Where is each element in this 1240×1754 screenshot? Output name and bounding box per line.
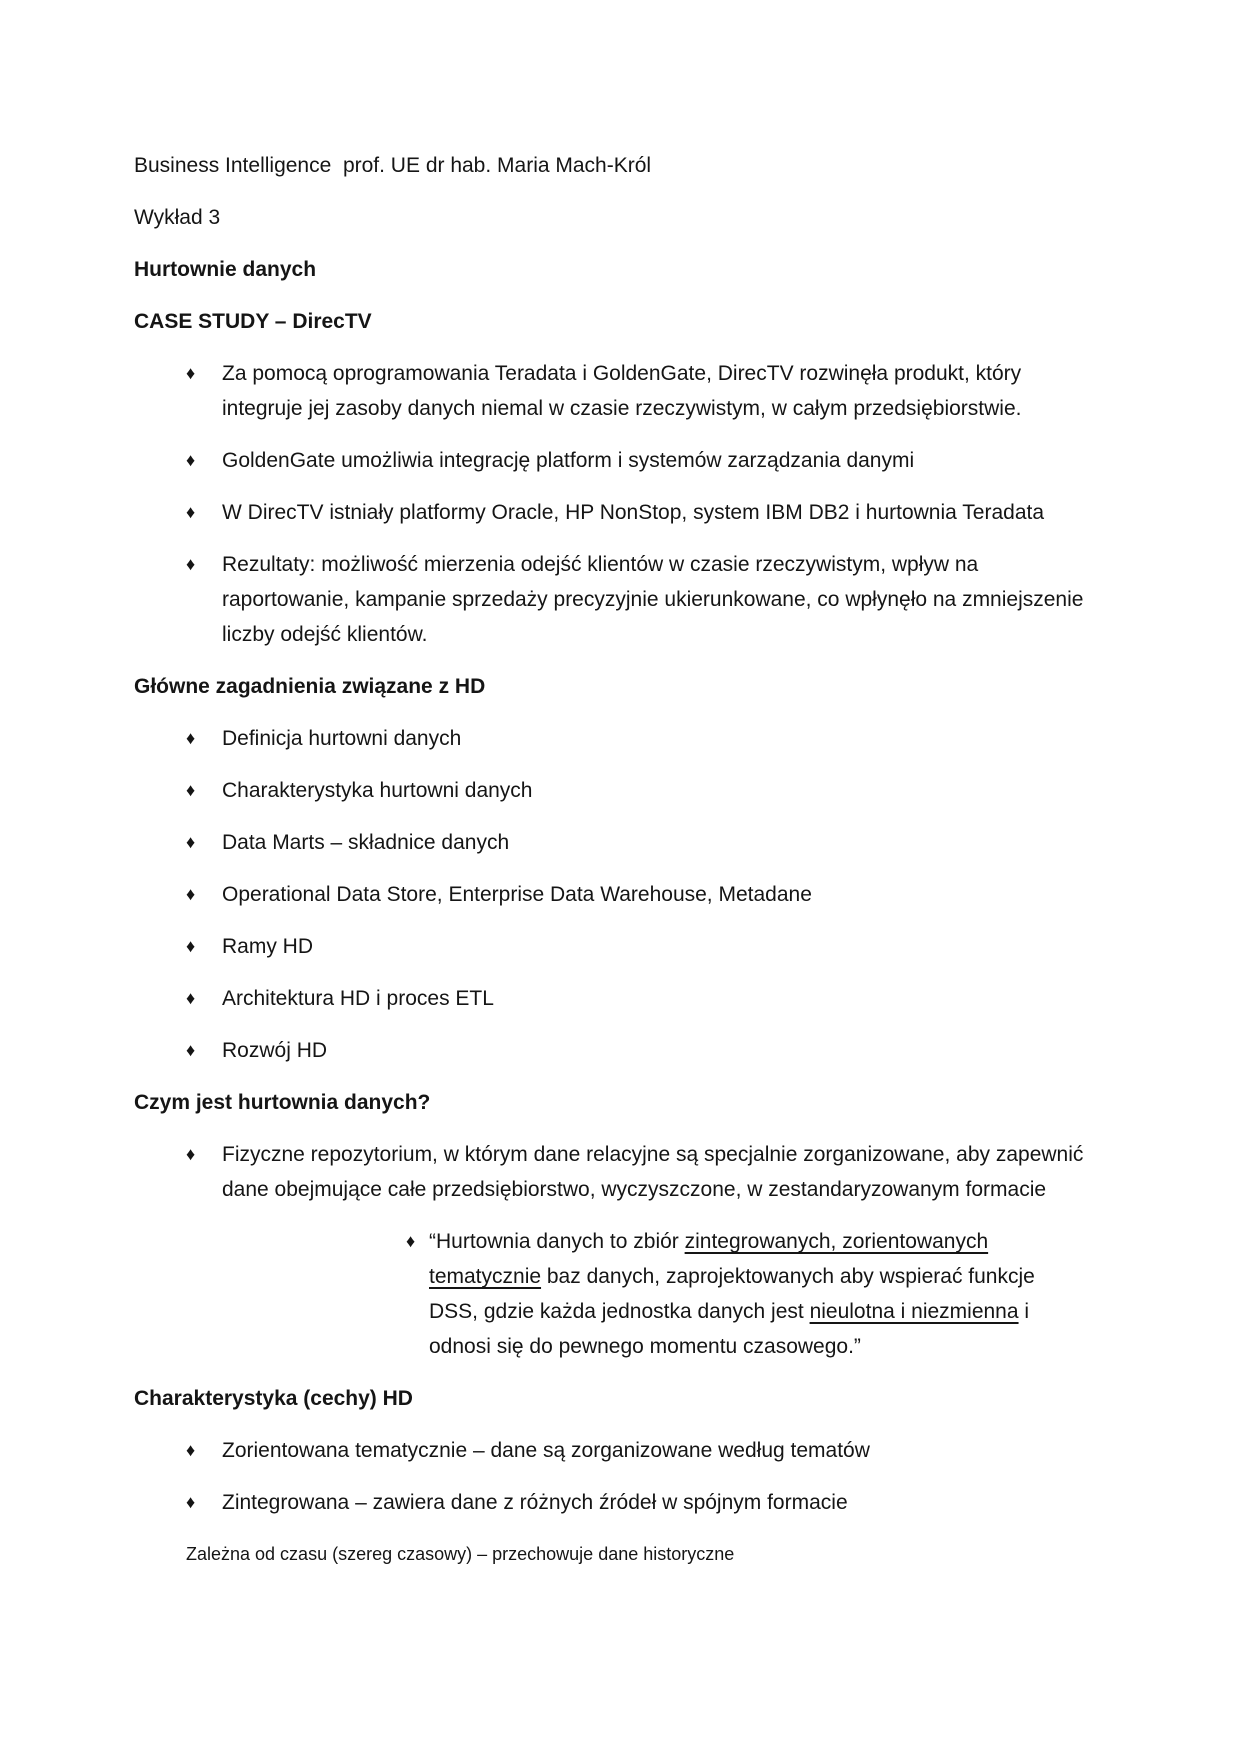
bullet-text-line: Architektura HD i proces ETL xyxy=(222,987,494,1010)
quote-text-line xyxy=(429,1329,1140,1364)
quote-segment: odnosi się do pewnego momentu czasowego.” xyxy=(429,1335,861,1358)
lecture-number-line xyxy=(134,200,1140,235)
quote-text-line xyxy=(429,1224,1140,1259)
bullet-text-line: Definicja hurtowni danych xyxy=(222,727,462,750)
section-heading-text: Charakterystyka (cechy) HD xyxy=(134,1387,413,1410)
diamond-bullet-icon: ♦ xyxy=(186,363,196,383)
diamond-bullet-icon: ♦ xyxy=(186,1440,196,1460)
quote-segment-underlined: tematycznie xyxy=(429,1265,542,1288)
definition-quote xyxy=(134,1224,1140,1364)
topic-heading xyxy=(134,252,1140,287)
quote-segment: “Hurtownia danych to zbiór xyxy=(429,1230,685,1253)
course-title-text: Business Intelligence prof. UE dr hab. Maria Mach-Król xyxy=(134,154,652,177)
bullet-text-line: W DirecTV istniały platformy Oracle, HP NonStop, system IBM DB2 i hurtownia Teradata xyxy=(222,501,1045,524)
section-heading-topics xyxy=(134,669,1140,704)
bullet-item xyxy=(134,1485,1140,1520)
bullet-text-line: dane obejmujące całe przedsiębiorstwo, wyczyszczone, w zestandaryzowanym formacie xyxy=(222,1178,1047,1201)
diamond-bullet-icon: ♦ xyxy=(186,450,196,470)
bullet-item xyxy=(134,1137,1140,1207)
diamond-bullet-icon: ♦ xyxy=(186,502,196,522)
diamond-bullet-icon: ♦ xyxy=(186,884,196,904)
bullet-item xyxy=(134,1433,1140,1468)
bullet-text-line: liczby odejść klientów. xyxy=(222,623,428,646)
bullet-text-line: Operational Data Store, Enterprise Data Warehouse, Metadane xyxy=(222,883,812,906)
bullet-text-line: Rezultaty: możliwość mierzenia odejść klientów w czasie rzeczywistym, wpływ na xyxy=(222,553,979,576)
bullet-item xyxy=(134,443,1140,478)
bullet-item xyxy=(134,877,1140,912)
quote-segment-underlined: nieulotna i niezmienna xyxy=(809,1300,1019,1323)
bullet-item xyxy=(134,356,1140,426)
diamond-bullet-icon: ♦ xyxy=(406,1231,416,1251)
bullet-text-line: Charakterystyka hurtowni danych xyxy=(222,779,533,802)
diamond-bullet-icon: Zależna od czasu (szereg czasowy) – przechowuje dane historyczne xyxy=(186,1544,735,1564)
bullet-item xyxy=(134,547,1140,652)
quote-text-line xyxy=(429,1294,1140,1329)
bullet-item xyxy=(134,495,1140,530)
bullet-item xyxy=(134,721,1140,756)
bullet-text-line: integruje jej zasoby danych niemal w czasie rzeczywistym, w całym przedsiębiorstwie. xyxy=(222,397,1022,420)
quote-segment: DSS, gdzie każda jednostka danych jest xyxy=(429,1300,810,1323)
bullet-item xyxy=(134,773,1140,808)
diamond-bullet-icon: ♦ xyxy=(186,728,196,748)
quote-segment: i xyxy=(1018,1300,1030,1323)
bullet-text-line: GoldenGate umożliwia integrację platform i systemów zarządzania danymi xyxy=(222,449,915,472)
section-heading-characteristics xyxy=(134,1381,1140,1416)
topic-heading-text: Hurtownie danych xyxy=(134,258,317,281)
diamond-bullet-icon: ♦ xyxy=(186,936,196,956)
section-heading-text: Główne zagadnienia związane z HD xyxy=(134,675,486,698)
bullet-item xyxy=(134,929,1140,964)
section-heading-text: CASE STUDY – DirecTV xyxy=(134,310,372,333)
bullet-item xyxy=(134,981,1140,1016)
bullet-text-line: Za pomocą oprogramowania Teradata i GoldenGate, DirecTV rozwinęła produkt, który xyxy=(222,362,1022,385)
section-heading-case-study xyxy=(134,304,1140,339)
bullet-text-line: raportowanie, kampanie sprzedaży precyzyjnie ukierunkowane, co wpłynęło na zmniejszenie xyxy=(222,588,1084,611)
bullet-text-line: Zorientowana tematycznie – dane są zorganizowane według tematów xyxy=(222,1439,870,1462)
bullet-text-line: Data Marts – składnice danych xyxy=(222,831,510,854)
quote-text-line xyxy=(429,1259,1140,1294)
section-heading-definition xyxy=(134,1085,1140,1120)
bullet-text-line: Ramy HD xyxy=(222,935,314,958)
quote-segment: baz danych, zaprojektowanych aby wspierać funkcje xyxy=(541,1265,1035,1288)
diamond-bullet-icon: ♦ xyxy=(186,1144,196,1164)
bullet-item xyxy=(134,825,1140,860)
quote-segment-underlined: zintegrowanych, zorientowanych xyxy=(684,1230,989,1253)
section-heading-text: Czym jest hurtownia danych? xyxy=(134,1091,431,1114)
diamond-bullet-icon: ♦ xyxy=(186,780,196,800)
diamond-bullet-icon: ♦ xyxy=(186,832,196,852)
diamond-bullet-icon: ♦ xyxy=(186,1492,196,1512)
bullet-text-line: Fizyczne repozytorium, w którym dane relacyjne są specjalnie zorganizowane, aby zapewnić xyxy=(222,1143,1084,1166)
diamond-bullet-icon: ♦ xyxy=(186,554,196,574)
bullet-text-line: Zintegrowana – zawiera dane z różnych źródeł w spójnym formacie xyxy=(222,1491,848,1514)
bullet-item xyxy=(134,1033,1140,1068)
lecture-number-text: Wykład 3 xyxy=(134,206,221,229)
diamond-bullet-icon: ♦ xyxy=(186,988,196,1008)
course-title-line xyxy=(134,148,1140,183)
diamond-bullet-icon: ♦ xyxy=(186,1040,196,1060)
bullet-text-line: Rozwój HD xyxy=(222,1039,328,1062)
